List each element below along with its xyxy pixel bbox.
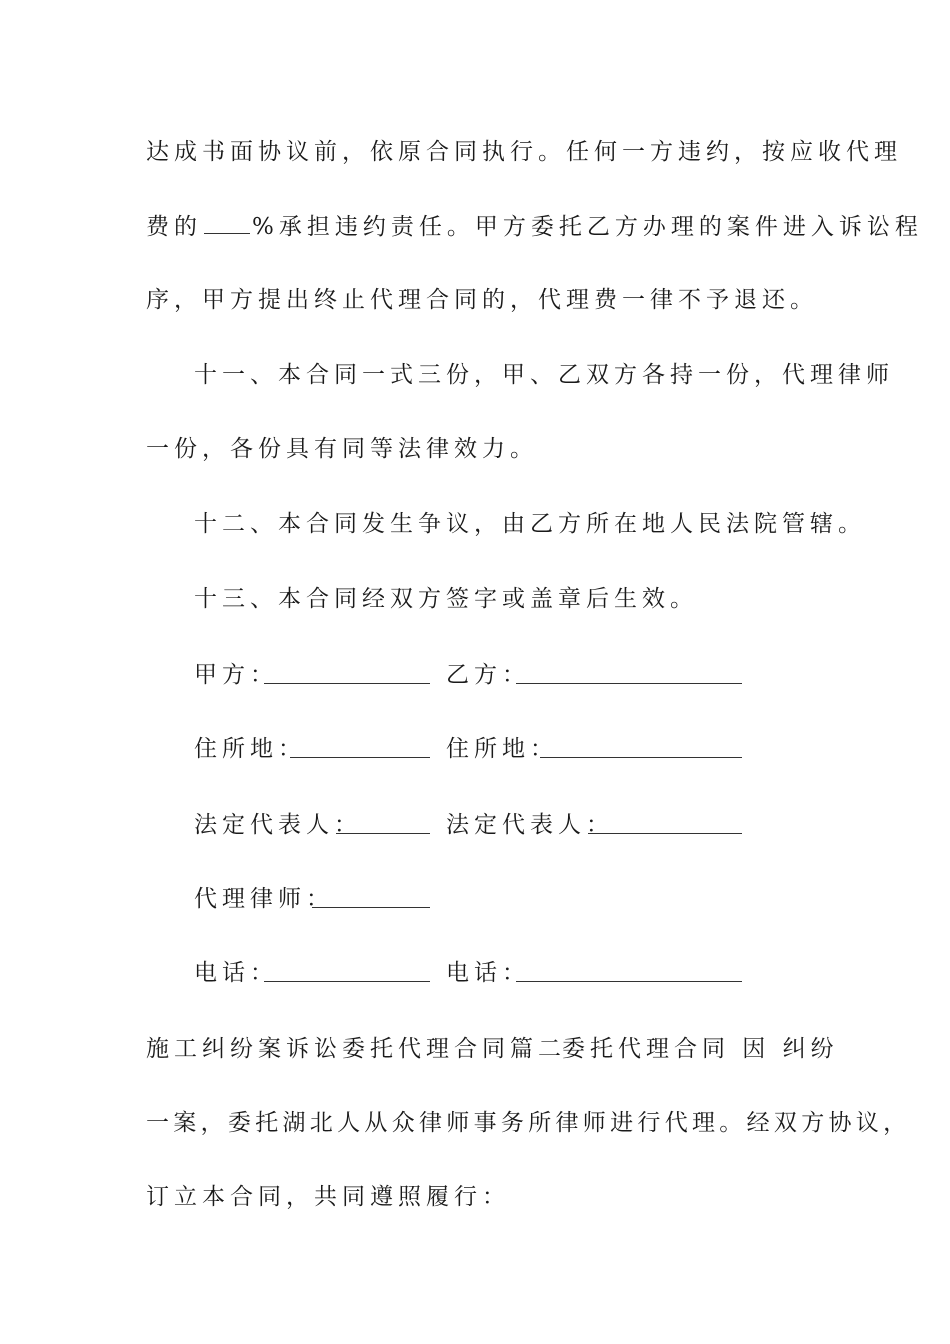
phone-a-blank: [264, 981, 430, 982]
party-a-blank: [264, 683, 430, 684]
text-fragment: %承担违约责任。甲方委托乙方办理的案件进入诉讼程: [252, 214, 923, 240]
percent-blank: [204, 211, 250, 234]
phone-a-label: 电话：: [194, 960, 278, 986]
legal-rep-b-blank: [588, 833, 742, 834]
section-intro: 委托代理合同 因 纠纷: [562, 1036, 839, 1062]
clause-11-line: 十一、本合同一式三份，甲、乙双方各持一份，代理律师: [194, 362, 894, 388]
body-text-line: 一案，委托湖北人从众律师事务所律师进行代理。经双方协议，: [146, 1110, 911, 1136]
legal-rep-a-label: 法定代表人：: [194, 812, 362, 838]
section-title: 施工纠纷案诉讼委托代理合同篇二: [146, 1036, 566, 1062]
body-text-line: 序，甲方提出终止代理合同的，代理费一律不予退还。: [146, 287, 818, 313]
body-text-line: 订立本合同，共同遵照履行：: [146, 1184, 510, 1210]
clause-13: 十三、本合同经双方签字或盖章后生效。: [194, 586, 698, 612]
phone-b-blank: [516, 981, 742, 982]
legal-rep-a-blank: [336, 833, 430, 834]
address-a-blank: [290, 757, 430, 758]
address-b-label: 住所地：: [446, 736, 558, 762]
party-b-blank: [516, 683, 742, 684]
party-b-label: 乙方：: [446, 662, 530, 688]
phone-b-label: 电话：: [446, 960, 530, 986]
body-text-line: [146, 211, 923, 242]
address-b-blank: [540, 757, 742, 758]
address-a-label: 住所地：: [194, 736, 306, 762]
clause-11-line: 一份，各份具有同等法律效力。: [146, 436, 538, 462]
lawyer-blank: [312, 907, 430, 908]
legal-rep-b-label: 法定代表人：: [446, 812, 614, 838]
lawyer-label: 代理律师：: [194, 886, 334, 912]
text-fragment: 费的: [146, 214, 202, 240]
body-text-line: 达成书面协议前，依原合同执行。任何一方违约，按应收代理: [146, 139, 902, 165]
clause-12: 十二、本合同发生争议，由乙方所在地人民法院管辖。: [194, 511, 866, 537]
party-a-label: 甲方：: [194, 662, 278, 688]
